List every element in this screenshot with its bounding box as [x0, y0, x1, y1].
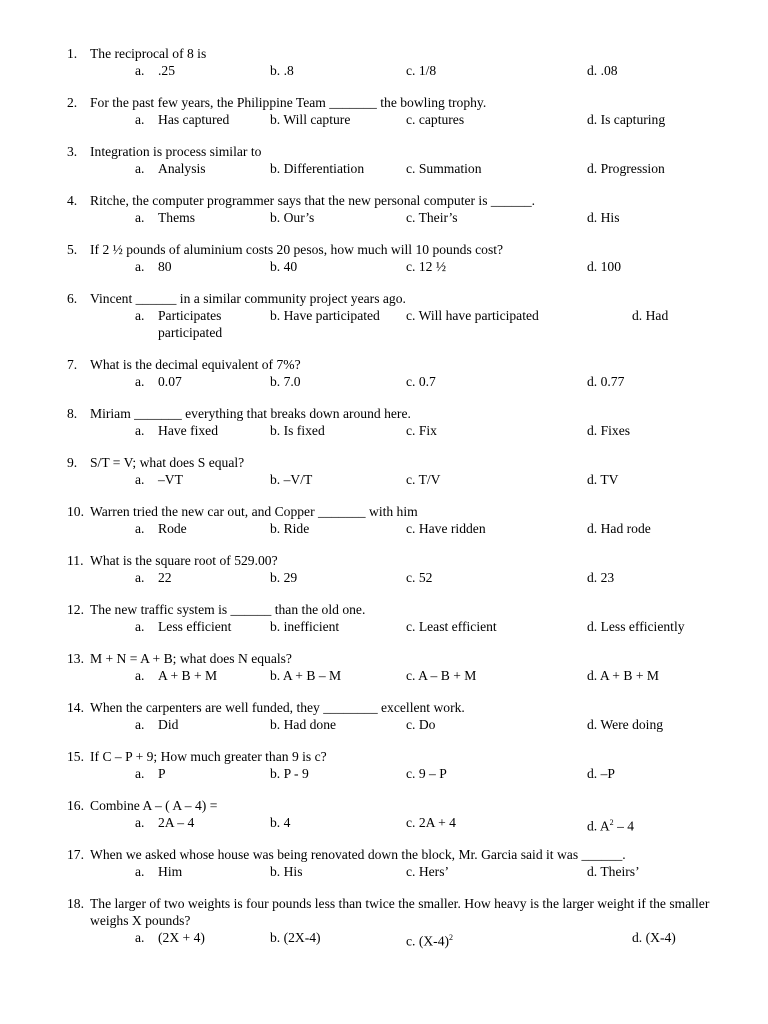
question-item: [0, 601, 768, 635]
option-d: d. Fixes: [587, 423, 631, 438]
option-d: d. Had rode: [587, 521, 651, 536]
question-number: 3.: [67, 144, 78, 159]
option-b: b. Ride: [270, 521, 310, 536]
question-item: [0, 241, 768, 275]
option-b: b. .8: [270, 63, 294, 78]
option-a: 80: [158, 259, 172, 274]
question-item: [0, 290, 768, 341]
question-text: What is the square root of 529.00?: [90, 553, 278, 568]
option-c: c. Have ridden: [406, 521, 486, 536]
option-c: c. Hers’: [406, 864, 450, 879]
question-text: S/T = V; what does S equal?: [90, 455, 245, 470]
option-letter-a: a.: [135, 210, 145, 225]
question-text: The reciprocal of 8 is: [90, 46, 207, 61]
option-c: c. A – B + M: [406, 668, 477, 683]
question-item: [0, 699, 768, 733]
option-b: b. 4: [270, 815, 291, 830]
option-a: Have fixed: [158, 423, 219, 438]
option-a: Has captured: [158, 112, 230, 127]
question-number: 4.: [67, 193, 78, 208]
question-text: Warren tried the new car out, and Copper _______ with him: [90, 504, 418, 519]
option-a: (2X + 4): [158, 930, 205, 945]
option-d: d. TV: [587, 472, 619, 487]
question-item: [0, 94, 768, 128]
option-d: d. Theirs’: [587, 864, 640, 879]
question-number: 7.: [67, 357, 78, 372]
option-c: c. captures: [406, 112, 465, 127]
option-c: c. Will have participated: [406, 308, 539, 323]
question-item: [0, 192, 768, 226]
option-letter-a: a.: [135, 521, 145, 536]
option-a: A + B + M: [158, 668, 218, 683]
option-d: d. Were doing: [587, 717, 664, 732]
option-b: b. Differentiation: [270, 161, 365, 176]
question-text: Vincent ______ in a similar community project years ago.: [90, 291, 406, 306]
option-d: d. 23: [587, 570, 615, 585]
option-d: d. 100: [587, 259, 621, 274]
option-d: d. (X-4): [632, 930, 676, 945]
option-b: b. A + B – M: [270, 668, 342, 683]
option-c: c. Fix: [406, 423, 437, 438]
option-letter-a: a.: [135, 63, 145, 78]
option-letter-a: a.: [135, 472, 145, 487]
option-d: d. $A^2 - 4$: [587, 818, 635, 834]
question-text: Integration is process similar to: [90, 144, 262, 159]
question-number: 18.: [67, 896, 84, 911]
question-text: If C – P + 9; How much greater than 9 is c?: [90, 749, 327, 764]
question-number: 2.: [67, 95, 78, 110]
question-number: 16.: [67, 798, 84, 813]
question-text: M + N = A + B; what does N equals?: [90, 651, 292, 666]
option-d: d. .08: [587, 63, 618, 78]
option-d: d. Had: [632, 308, 669, 323]
question-item: [0, 503, 768, 537]
question-item: [0, 356, 768, 390]
option-c: c. T/V: [406, 472, 441, 487]
question-number: 13.: [67, 651, 84, 666]
option-letter-a: a.: [135, 374, 145, 389]
question-text: If 2 ½ pounds of aluminium costs 20 pesos, how much will 10 pounds cost?: [90, 242, 504, 257]
option-c: c. 1/8: [406, 63, 437, 78]
option-b: b. –V/T: [270, 472, 313, 487]
option-c: c. 2A + 4: [406, 815, 456, 830]
question-item: [0, 143, 768, 177]
option-c: c. Least efficient: [406, 619, 497, 634]
question-text: For the past few years, the Philippine Team _______ the bowling trophy.: [90, 95, 487, 110]
question-text: The new traffic system is ______ than the old one.: [90, 602, 366, 617]
option-d: d. Is capturing: [587, 112, 666, 127]
question-number: 5.: [67, 242, 78, 257]
option-d: d. Progression: [587, 161, 665, 176]
question-text: The larger of two weights is four pounds less than twice the smaller. How heavy is the larger weight if the smaller weighs X pounds?: [90, 896, 710, 928]
option-letter-a: a.: [135, 308, 145, 323]
option-a: Rode: [158, 521, 187, 536]
option-a: Participates: [158, 308, 222, 323]
option-d: d. His: [587, 210, 620, 225]
option-b: b. Had done: [270, 717, 337, 732]
option-b: b. (2X-4): [270, 930, 321, 945]
question-number: 1.: [67, 46, 78, 61]
question-number: 17.: [67, 847, 84, 862]
question-item: [0, 748, 768, 782]
option-a: 0.07: [158, 374, 182, 389]
option-letter-a: a.: [135, 570, 145, 585]
question-item: [0, 650, 768, 684]
option-a: 2A – 4: [158, 815, 195, 830]
question-item: [0, 846, 768, 880]
question-number: 11.: [67, 553, 84, 568]
option-a: .25: [158, 63, 175, 78]
option-letter-a: a.: [135, 423, 145, 438]
option-b: b. P - 9: [270, 766, 309, 781]
option-a: Thems: [158, 210, 195, 225]
option-letter-a: a.: [135, 619, 145, 634]
option-b: b. inefficient: [270, 619, 340, 634]
option-a: Him: [158, 864, 183, 879]
option-letter-a: a.: [135, 864, 145, 879]
option-a: –VT: [158, 472, 183, 487]
option-a: 22: [158, 570, 172, 585]
option-letter-a: a.: [135, 815, 145, 830]
option-letter-a: a.: [135, 668, 145, 683]
option-c: c. 0.7: [406, 374, 436, 389]
question-number: 9.: [67, 455, 78, 470]
question-item: [0, 45, 768, 79]
option-c: c. Do: [406, 717, 436, 732]
option-letter-a: a.: [135, 930, 145, 945]
option-a: Less efficient: [158, 619, 232, 634]
question-item: [0, 552, 768, 586]
option-b: b. 7.0: [270, 374, 301, 389]
option-b: b. Our’s: [270, 210, 315, 225]
question-number: 14.: [67, 700, 84, 715]
option-c: c. 12 ½: [406, 259, 447, 274]
option-c: c. 9 – P: [406, 766, 447, 781]
option-letter-a: a.: [135, 161, 145, 176]
option-d: d. A + B + M: [587, 668, 659, 683]
option-letter-a: a.: [135, 259, 145, 274]
option-letter-a: a.: [135, 766, 145, 781]
question-number: 10.: [67, 504, 84, 519]
question-text: What is the decimal equivalent of 7%?: [90, 357, 301, 372]
option-c: c. Their’s: [406, 210, 458, 225]
question-text: Combine A – ( A – 4) =: [90, 798, 218, 813]
option-a: Analysis: [158, 161, 206, 176]
option-letter-a: a.: [135, 717, 145, 732]
question-number: 15.: [67, 749, 84, 764]
question-item: [0, 405, 768, 439]
question-number: 6.: [67, 291, 78, 306]
option-a: Did: [158, 717, 179, 732]
question-number: 8.: [67, 406, 78, 421]
option-b: b. His: [270, 864, 303, 879]
question-item: [0, 895, 768, 949]
option-b: b. Will capture: [270, 112, 351, 127]
question-text: Miriam _______ everything that breaks down around here.: [90, 406, 411, 421]
option-d: d. –P: [587, 766, 615, 781]
option-b: b. Is fixed: [270, 423, 325, 438]
question-item: [0, 797, 768, 834]
option-a: P: [158, 766, 166, 781]
question-text: When we asked whose house was being renovated down the block, Mr. Garcia said it was ______.: [90, 847, 626, 862]
question-text: Ritche, the computer programmer says that the new personal computer is ______.: [90, 193, 536, 208]
option-d: d. Less efficiently: [587, 619, 685, 634]
option-c: c. 52: [406, 570, 433, 585]
option-b: b. 40: [270, 259, 298, 274]
option-d: d. 0.77: [587, 374, 625, 389]
question-item: [0, 454, 768, 488]
option-c: c. Summation: [406, 161, 482, 176]
option-b: b. 29: [270, 570, 298, 585]
question-text: When the carpenters are well funded, they ________ excellent work.: [90, 700, 465, 715]
option-b: b. Have participated: [270, 308, 380, 323]
question-number: 12.: [67, 602, 84, 617]
option-continuation: participated: [158, 325, 223, 340]
option-c: c. $(X-4)^2$: [406, 933, 454, 949]
option-letter-a: a.: [135, 112, 145, 127]
